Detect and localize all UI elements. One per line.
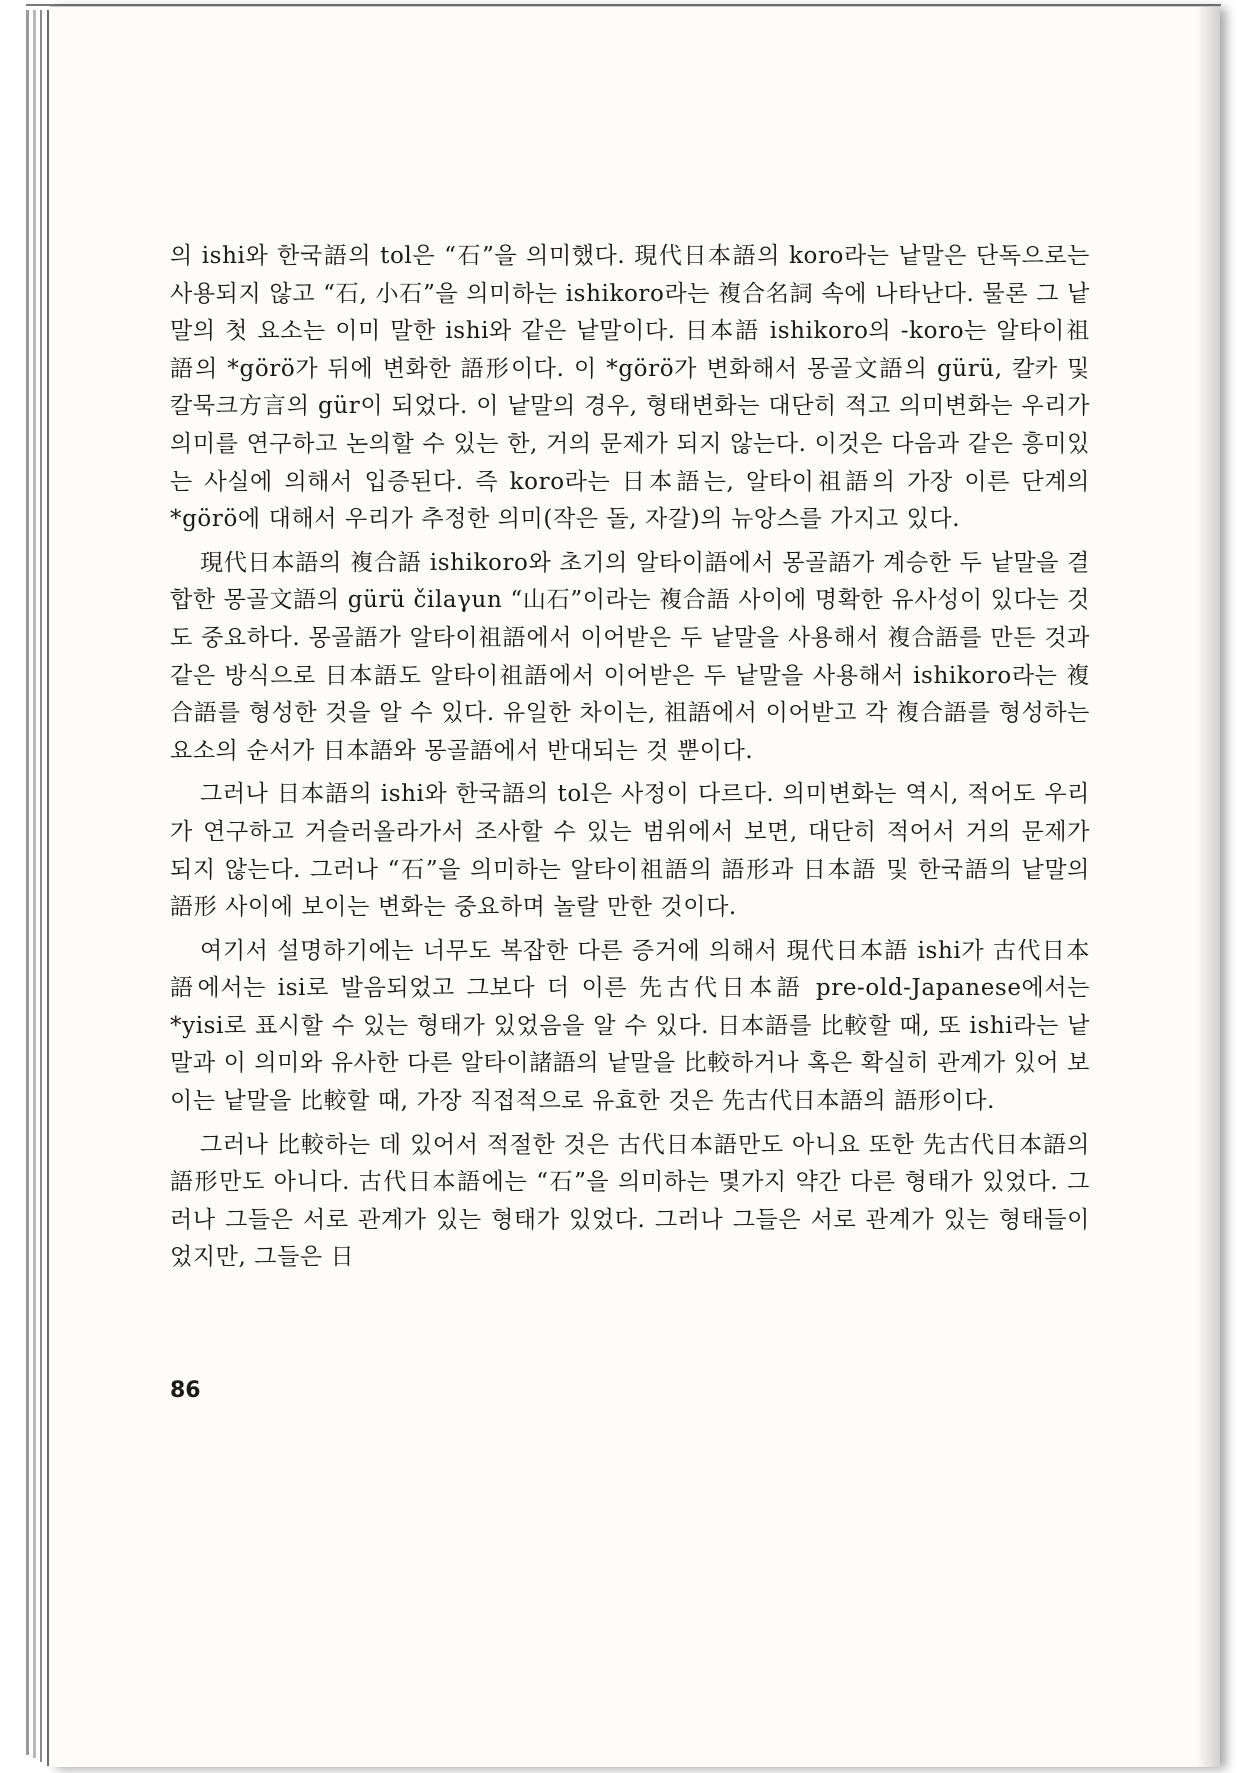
- page-stack-edge: [47, 10, 49, 1766]
- page-body-text: [170, 238, 1090, 1283]
- page-stack-edge: [26, 10, 29, 1755]
- paragraph-5: 그러나 比較하는 데 있어서 적절한 것은 古代日本語만도 아니요 또한 先古代日本語의 語形만도 아니다. 古代日本語에는 “石”을 의미하는 몇가지 약간 다른 형태가 있었다. 그러나 그들은 서로 관계가 있는 형태가 있었다. 그러나 그들은 서로 관계가 있는 형태들이었지만, 그들은 日: [170, 1131, 1090, 1271]
- page-stack-edge: [40, 10, 42, 1762]
- paragraph-2: 現代日本語의 複合語 ishikoro와 초기의 알타이語에서 몽골語가 계승한 두 낱말을 결합한 몽골文語의 gürü čilaγun “山石”이라는 複合語 사이에 명확한 유사성이 있다는 것도 중요하다. 몽골語가 알타이祖語에서 이어받은 두 낱말을 사용해서 複合語를 만든 것과 같은 방식으로 日本語도 알타이祖語에서 이어받은 두 낱말을 사용해서 ishikoro라는 複合語를 형성한 것을 알 수 있다. 유일한 차이는, 祖語에서 이어받고 각 複合語를 형성하는 요소의 순서가 日本語와 몽골語에서 반대되는 것 뿐이다.: [170, 549, 1090, 764]
- page-fold-shadow: [1196, 7, 1220, 1767]
- paragraph-4: 여기서 설명하기에는 너무도 복잡한 다른 증거에 의해서 現代日本語 ishi가 古代日本語에서는 isi로 발음되었고 그보다 더 이른 先古代日本語 pre-old-Japanese에서는 *yisi로 표시할 수 있는 형태가 있었음을 알 수 있다. 日本語를 比較할 때, 또 ishi라는 낱말과 이 의미와 유사한 다른 알타이諸語의 낱말을 比較하거나 혹은 확실히 관계가 있어 보이는 낱말을 比較할 때, 가장 직접적으로 유효한 것은 先古代日本語의 語形이다.: [170, 937, 1090, 1115]
- page-number: 86: [170, 1378, 201, 1403]
- paragraph-1: 의 ishi와 한국語의 tol은 “石”을 의미했다. 現代日本語의 koro라는 낱말은 단독으로는 사용되지 않고 “石, 小石”을 의미하는 ishikoro라는 複合名詞 속에 나타난다. 물론 그 낱말의 첫 요소는 이미 말한 ishi와 같은 낱말이다. 日本語 ishikoro의 -koro는 알타이祖語의 *görö가 뒤에 변화한 語形이다. 이 *görö가 변화해서 몽골文語의 gürü, 칼카 및 칼묵크方言의 gür이 되었다. 이 낱말의 경우, 형태변화는 대단히 적고 의미변화는 우리가 의미를 연구하고 논의할 수 있는 한, 거의 문제가 되지 않는다. 이것은 다음과 같은 흥미있는 사실에 의해서 입증된다. 즉 koro라는 日本語는, 알타이祖語의 가장 이른 단계의 *görö에 대해서 우리가 추정한 의미(작은 돌, 자갈)의 뉴앙스를 가지고 있다.: [170, 243, 1090, 533]
- page-stack-edge: [33, 10, 36, 1758]
- paragraph-3: 그러나 日本語의 ishi와 한국語의 tol은 사정이 다르다. 의미변화는 역시, 적어도 우리가 연구하고 거슬러올라가서 조사할 수 있는 범위에서 보면, 대단히 적어서 거의 문제가 되지 않는다. 그러나 “石”을 의미하는 알타이祖語의 語形과 日本語 및 한국語의 낱말의 語形 사이에 보이는 변화는 중요하며 놀랄 만한 것이다.: [170, 781, 1090, 921]
